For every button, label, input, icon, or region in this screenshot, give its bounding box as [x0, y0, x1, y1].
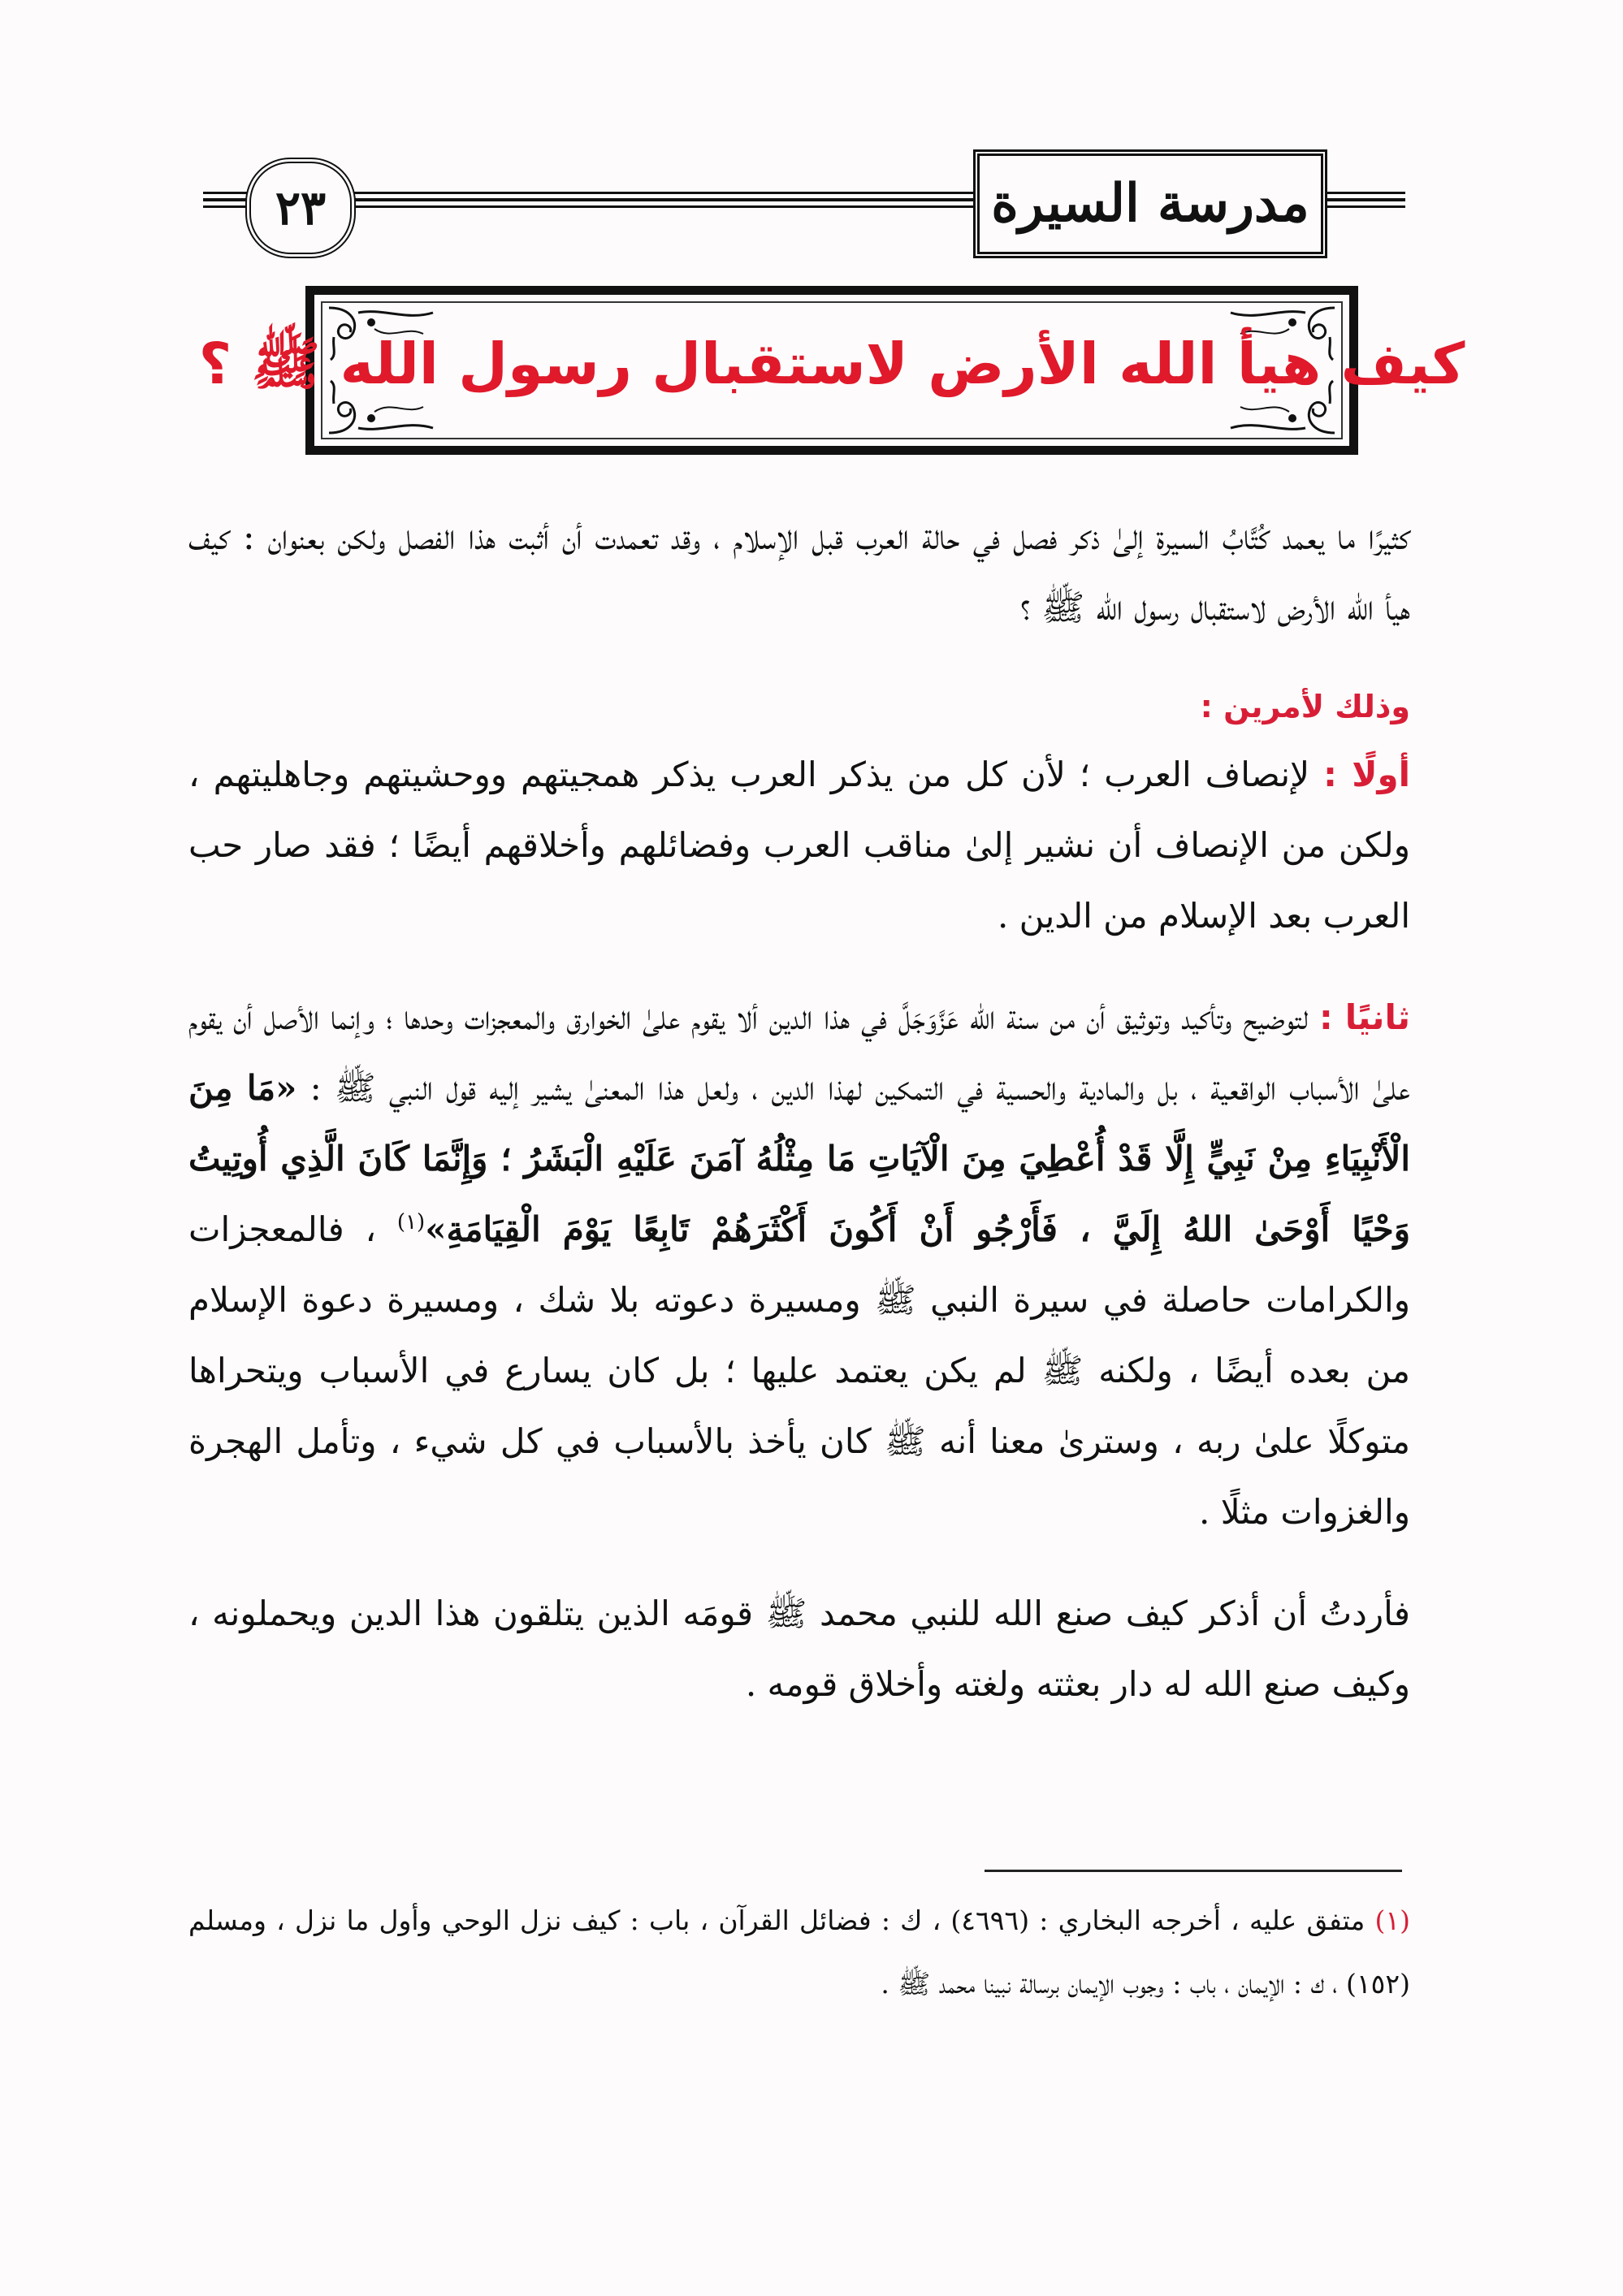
- footnote-text: متفق عليه ، أخرجه البخاري : (٤٦٩٦) ، ك : فضائل القرآن ، باب : كيف نزل الوحي وأول ما نزل ، ومسلم (١٥٢) ، ك : الإيمان ، باب : وجوب الإيمان برسالة نبينا محمد ﷺ .: [188, 1905, 1410, 2000]
- footnote-separator: [985, 1870, 1402, 1872]
- first-reason-text: لإنصاف العرب ؛ لأن كل من يذكر العرب يذكر همجيتهم ووحشيتهم وجاهليتهم ، ولكن من الإنصاف أن نشير إلىٰ مناقب العرب وفضائلهم وأخلاقهم أيضًا ؛ فقد صار حب العرب بعد الإسلام من الدين .: [188, 755, 1410, 936]
- hadith-quote: «مَا مِنَ الْأَنْبِيَاءِ مِنْ نَبِيٍّ إِلَّا قَدْ أُعْطِيَ مِنَ الْآيَاتِ مَا مِثْلُهُ آمَنَ عَلَيْهِ الْبَشَرُ ؛ وَإِنَّمَا كَانَ الَّذِي أُوتِيتُ وَحْيًا أَوْحَىٰ اللهُ إِلَيَّ ، فَأَرْجُو أَنْ أَكُونَ أَكْثَرَهُمْ تَابِعًا يَوْمَ الْقِيَامَةِ»: [188, 1068, 1410, 1249]
- first-reason-paragraph: [188, 739, 1410, 951]
- reasons-heading: وذلك لأمرين :: [1200, 689, 1410, 724]
- reasons-heading-line: [188, 674, 1410, 739]
- footnote-reference[interactable]: (١): [396, 1210, 426, 1234]
- second-reason-paragraph: [188, 982, 1410, 1547]
- body-text: [188, 502, 1410, 1719]
- series-title: مدرسة السيرة: [973, 149, 1327, 258]
- chapter-title: كيف هيأ الله الأرض لاستقبال رسول الله ﷺ ؟: [198, 330, 1465, 397]
- second-reason-continuation: ، فالمعجزات والكرامات حاصلة في سيرة النبي ﷺ ومسيرة دعوته بلا شك ، ومسيرة دعوة الإسلام من بعده أيضًا ، ولكنه ﷺ لم يكن يعتمد عليها ؛ بل كان يسارع في الأسباب ويتحراها متوكلًا علىٰ ربه ، وسترىٰ معنا أنه ﷺ كان يأخذ بالأسباب في كل شيء ، وتأمل الهجرة والغزوات مثلًا .: [188, 1209, 1410, 1532]
- page-number: ٢٣: [245, 158, 356, 258]
- second-reason-label: ثانيًا :: [1318, 997, 1410, 1037]
- second-reason-text: لتوضيح وتأكيد وتوثيق أن من سنة الله عَزَّوَجَلَّ في هذا الدين ألا يقوم علىٰ الخوارق والمعجزات وحدها ؛ وإنما الأصل أن يقوم علىٰ الأسباب الواقعية ، بل والمادية والحسية في التمكين لهذا الدين ، ولعل هذا المعنىٰ يشير إليه قول النبي ﷺ :: [188, 997, 1411, 1108]
- intro-paragraph: كثيرًا ما يعمد كُتَّابُ السيرة إلىٰ ذكر فصل في حالة العرب قبل الإسلام ، وقد تعمدت أن أثبت هذا الفصل ولكن بعنوان : كيف هيأ الله الأرض لاستقبال رسول الله ﷺ ؟: [188, 517, 1410, 629]
- footnote-number: (١): [1374, 1905, 1410, 1936]
- chapter-title-frame: [198, 286, 1465, 455]
- first-reason-label: أولًا :: [1323, 755, 1410, 794]
- footnote: [188, 1889, 1410, 2016]
- closing-paragraph: فأردتُ أن أذكر كيف صنع الله للنبي محمد ﷺ قومَه الذين يتلقون هذا الدين ويحملونه ، وكيف صنع الله له دار بعثته ولغته وأخلاق قومه .: [188, 1593, 1410, 1704]
- footnote-entry: [188, 1889, 1410, 2016]
